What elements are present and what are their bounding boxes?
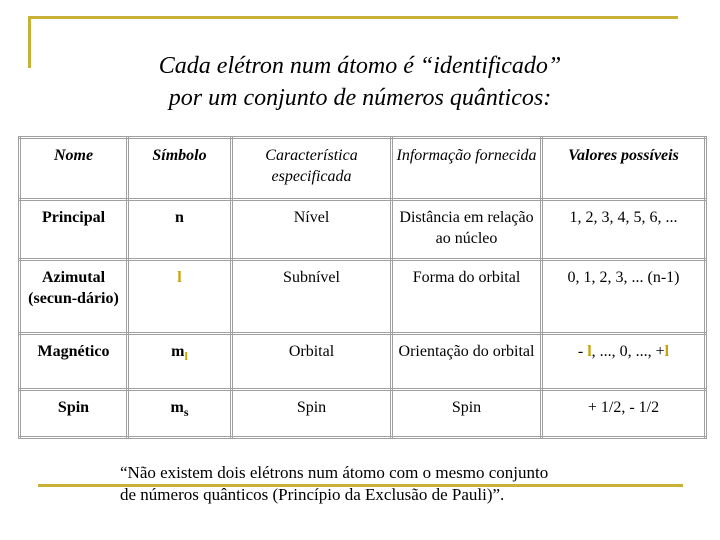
left-accent-bar (28, 16, 31, 68)
title-line-1: Cada elétron num átomo é “identificado” (158, 53, 562, 79)
cell-caracteristica: Subnível (232, 260, 392, 334)
header-informacao: Informação fornecida (392, 138, 542, 200)
cell-caracteristica: Nível (232, 200, 392, 260)
cell-valores: - l, ..., 0, ..., +l (542, 334, 706, 390)
title-line-2: por um conjunto de números quânticos: (168, 85, 552, 111)
cell-valores: + 1/2, - 1/2 (542, 390, 706, 438)
cell-simbolo: n (128, 200, 232, 260)
header-simbolo: Símbolo (128, 138, 232, 200)
cell-caracteristica: Orbital (232, 334, 392, 390)
footer-line-1: “Não existem dois elétrons num átomo com o mesmo conjunto (120, 463, 549, 482)
cell-valores: 1, 2, 3, 4, 5, 6, ... (542, 200, 706, 260)
cell-caracteristica: Spin (232, 390, 392, 438)
cell-nome: Principal (20, 200, 128, 260)
cell-informacao: Orientação do orbital (392, 334, 542, 390)
cell-simbolo (128, 390, 232, 438)
quantum-numbers-table (18, 136, 707, 439)
cell-valores: 0, 1, 2, 3, ... (n-1) (542, 260, 706, 334)
cell-informacao: Distância em relação ao núcleo (392, 200, 542, 260)
table-row (20, 200, 706, 260)
pauli-principle-note (120, 462, 680, 506)
table-row (20, 390, 706, 438)
table-header-row (20, 138, 706, 200)
header-nome: Nome (20, 138, 128, 200)
header-valores: Valores possíveis (542, 138, 706, 200)
table-row (20, 334, 706, 390)
cell-nome: Spin (20, 390, 128, 438)
cell-informacao: Spin (392, 390, 542, 438)
footer-line-2: de números quânticos (Princípio da Exclusão de Pauli)”. (120, 485, 505, 504)
symbol-subscript: s (183, 405, 189, 419)
slide-title (60, 50, 660, 114)
cell-simbolo (128, 334, 232, 390)
l-symbol: l (664, 343, 670, 360)
header-caracteristica: Característica especificada (232, 138, 392, 200)
top-accent-bar (28, 16, 678, 19)
table-row (20, 260, 706, 334)
cell-nome: Azimutal (secun-dário) (20, 260, 128, 334)
cell-nome: Magnético (20, 334, 128, 390)
l-symbol: l (587, 343, 592, 360)
cell-informacao: Forma do orbital (392, 260, 542, 334)
symbol-base: m (170, 399, 184, 416)
cell-simbolo: l (128, 260, 232, 334)
symbol-subscript: l (184, 349, 188, 363)
symbol-base: m (171, 343, 185, 360)
